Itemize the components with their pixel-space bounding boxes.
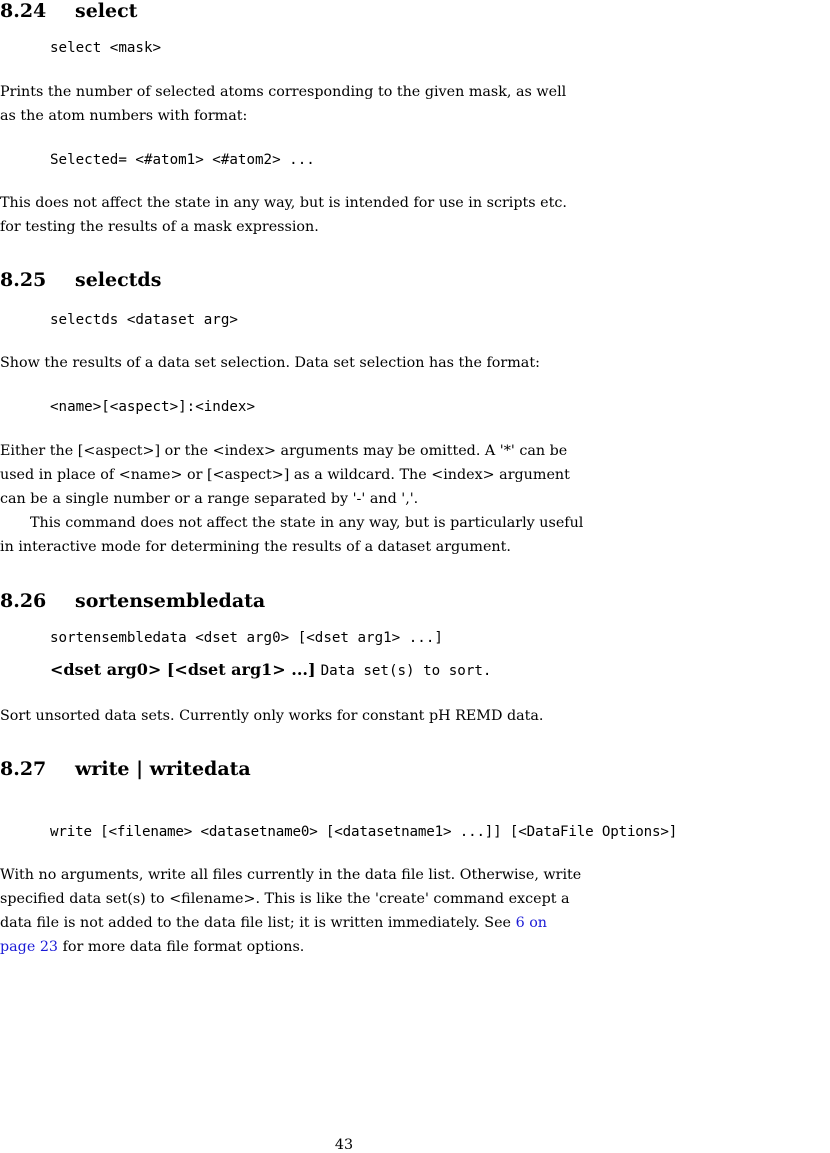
- section-heading-selectds: [0, 268, 161, 292]
- section-heading-sortensembledata: [0, 589, 265, 613]
- sortensembledata-description: [0, 704, 688, 728]
- section-title: sortensembledata: [75, 590, 266, 612]
- section-heading-write: [0, 757, 251, 781]
- paragraph-line: [0, 911, 688, 935]
- paragraph-line: Show the results of a data set selection. Data set selection has the format:: [0, 355, 540, 371]
- write-description: [0, 863, 688, 959]
- paragraph-line: [0, 935, 688, 959]
- sortensembledata-syntax: sortensembledata <dset arg0> [<dset arg1> ...]: [50, 630, 443, 646]
- select-description: [0, 80, 688, 128]
- select-output-format: Selected= <#atom1> <#atom2> ...: [50, 152, 315, 168]
- paragraph-line: With no arguments, write all files currently in the data file list. Otherwise, write: [0, 867, 582, 883]
- paragraph-line: Prints the number of selected atoms corresponding to the given mask, as well: [0, 84, 567, 100]
- section-title: selectds: [75, 269, 162, 291]
- section-title: write | writedata: [75, 758, 251, 780]
- paragraph-line: Either the [<aspect>] or the <index> arguments may be omitted. A '*' can be: [0, 443, 568, 459]
- paragraph-line: specified data set(s) to <filename>. This is like the 'create' command except a: [0, 891, 570, 907]
- section-title: select: [75, 0, 138, 22]
- selectds-description: [0, 351, 688, 375]
- page-reference-link[interactable]: page 23: [0, 939, 59, 955]
- paragraph-text: for more data file format options.: [58, 939, 305, 955]
- section-number: 8.27: [0, 758, 47, 780]
- argument-item: [50, 659, 491, 682]
- write-syntax: write [<filename> <datasetname0> [<datasetname1> ...]] [<DataFile Options>]: [50, 824, 678, 840]
- argument-description: Data set(s) to sort.: [320, 663, 492, 679]
- paragraph-line: used in place of <name> or [<aspect>] as a wildcard. The <index> argument: [0, 467, 570, 483]
- section-number: 8.26: [0, 590, 47, 612]
- paragraph-line: Sort unsorted data sets. Currently only works for constant pH REMD data.: [0, 708, 544, 724]
- selectds-selection-format: <name>[<aspect>]:<index>: [50, 399, 255, 415]
- select-notes: [0, 191, 688, 239]
- paragraph-text: data file is not added to the data file list; it is written immediately. See: [0, 915, 516, 931]
- section-number: 8.25: [0, 269, 47, 291]
- selectds-syntax: selectds <dataset arg>: [50, 312, 238, 328]
- paragraph-line: for testing the results of a mask expression.: [0, 219, 319, 235]
- section-heading-select: [0, 0, 137, 23]
- paragraph-line: This does not affect the state in any way, but is intended for use in scripts etc.: [0, 195, 567, 211]
- paragraph-line: in interactive mode for determining the results of a dataset argument.: [0, 539, 511, 555]
- paragraph-line: as the atom numbers with format:: [0, 108, 248, 124]
- paragraph-line: This command does not affect the state in any way, but is particularly useful: [30, 515, 584, 531]
- select-syntax: select <mask>: [50, 40, 162, 56]
- argument-term: <dset arg0> [<dset arg1> ...]: [50, 660, 316, 679]
- page-number: 43: [334, 1137, 354, 1153]
- paragraph-line: can be a single number or a range separated by '-' and ','.: [0, 491, 419, 507]
- section-number: 8.24: [0, 0, 47, 22]
- section-reference-link[interactable]: 6 on: [515, 915, 548, 931]
- selectds-arguments-text: [0, 439, 688, 559]
